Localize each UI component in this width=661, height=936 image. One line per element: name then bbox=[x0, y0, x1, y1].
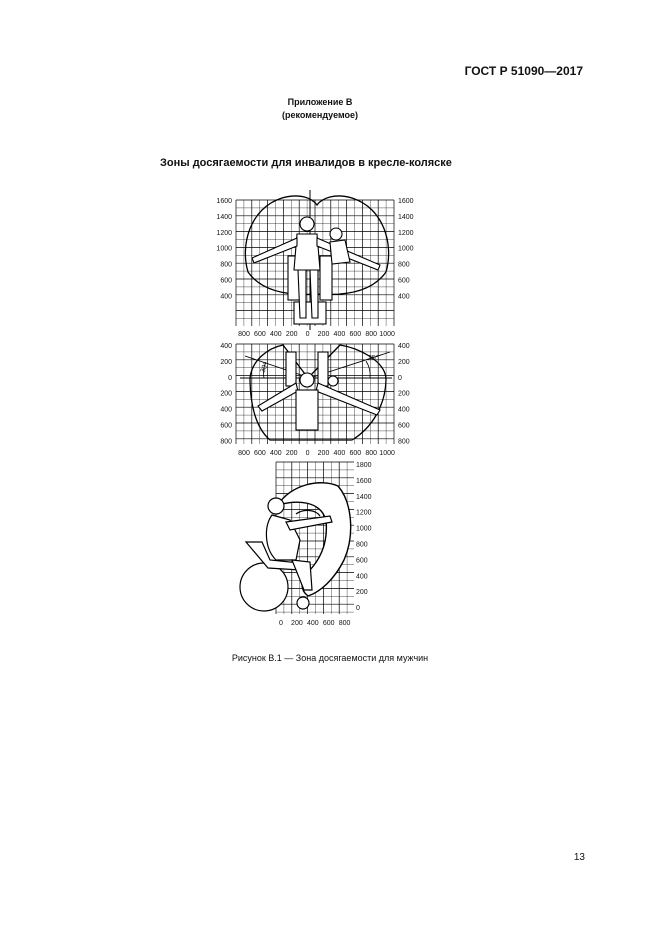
page-number: 13 bbox=[573, 852, 585, 863]
top-y-tick-right: 0 bbox=[398, 374, 402, 382]
top-x-tick: 800 bbox=[238, 450, 250, 457]
side-y-tick: 200 bbox=[356, 589, 368, 597]
top-x-tick: 400 bbox=[269, 450, 282, 457]
front-y-tick-right: 400 bbox=[398, 293, 410, 301]
front-view-panel bbox=[245, 190, 388, 330]
top-x-tick: 1000 bbox=[379, 450, 395, 457]
front-y-tick-left: 1400 bbox=[216, 213, 232, 221]
top-y-tick-left: 200 bbox=[220, 390, 232, 398]
side-y-tick: 600 bbox=[356, 557, 368, 565]
side-y-tick: 0 bbox=[356, 605, 360, 613]
top-x-tick: 600 bbox=[254, 450, 266, 457]
side-x-tick: 800 bbox=[338, 620, 351, 627]
top-y-tick-right: 400 bbox=[398, 343, 410, 350]
side-view-panel bbox=[240, 483, 351, 611]
wheelchair-figure bbox=[240, 498, 332, 611]
front-x-tick: 1000 bbox=[379, 331, 395, 338]
document-code: ГОСТ Р 51090—2017 bbox=[464, 64, 583, 78]
section-title: Зоны досягаемости для инвалидов в кресле-коляске bbox=[160, 157, 452, 169]
side-x-tick: 600 bbox=[322, 620, 335, 627]
front-y-tick-left: 1200 bbox=[216, 229, 232, 237]
top-x-tick: 600 bbox=[349, 450, 362, 457]
side-x-tick: 200 bbox=[291, 620, 303, 627]
top-y-tick-right: 800 bbox=[398, 438, 410, 446]
top-x-tick: 200 bbox=[317, 450, 330, 457]
front-y-tick-right: 1600 bbox=[398, 198, 414, 205]
top-y-tick-left: 400 bbox=[220, 406, 232, 414]
front-x-tick: 800 bbox=[365, 331, 378, 338]
front-x-tick: 800 bbox=[238, 331, 250, 338]
front-x-tick: 200 bbox=[317, 331, 330, 338]
side-y-tick: 1000 bbox=[356, 525, 372, 533]
front-y-tick-right: 1400 bbox=[398, 213, 414, 221]
top-y-tick-right: 200 bbox=[398, 358, 410, 366]
front-y-tick-right: 800 bbox=[398, 261, 410, 269]
front-x-tick: 200 bbox=[285, 331, 298, 338]
top-y-tick-left: 800 bbox=[220, 438, 232, 446]
front-x-tick: 400 bbox=[269, 331, 282, 338]
front-y-tick-left: 800 bbox=[220, 261, 232, 269]
top-x-tick: 0 bbox=[305, 450, 310, 457]
side-y-tick: 800 bbox=[356, 541, 368, 549]
top-y-tick-left: 600 bbox=[220, 422, 232, 430]
front-y-tick-left: 1600 bbox=[216, 198, 232, 205]
front-y-tick-left: 1000 bbox=[216, 245, 232, 253]
side-y-tick: 1400 bbox=[356, 493, 372, 501]
front-x-tick: 600 bbox=[349, 331, 362, 338]
top-y-tick-left: 0 bbox=[228, 374, 232, 382]
angle-label-right: 35° bbox=[368, 355, 379, 362]
top-y-tick-left: 200 bbox=[220, 358, 232, 366]
side-y-tick: 1200 bbox=[356, 509, 372, 517]
annex-subtitle: (рекомендуемое) bbox=[282, 110, 358, 120]
front-y-tick-right: 1200 bbox=[398, 229, 414, 237]
side-y-tick: 400 bbox=[356, 573, 368, 581]
top-y-tick-right: 200 bbox=[398, 390, 410, 398]
top-x-tick: 400 bbox=[333, 450, 346, 457]
top-x-tick: 800 bbox=[365, 450, 378, 457]
front-y-tick-right: 1000 bbox=[398, 245, 414, 253]
front-x-tick: 0 bbox=[305, 331, 310, 338]
top-x-tick: 200 bbox=[285, 450, 298, 457]
annex-title: Приложение В bbox=[287, 97, 353, 107]
top-y-tick-left: 400 bbox=[220, 343, 232, 350]
front-x-tick: 600 bbox=[254, 331, 266, 338]
top-y-tick-right: 400 bbox=[398, 406, 410, 414]
angle-label-left: 30° bbox=[259, 361, 270, 374]
side-x-tick: 400 bbox=[306, 620, 319, 627]
figure-caption: Рисунок В.1 — Зона досягаемости для мужчин bbox=[231, 653, 429, 663]
front-y-tick-left: 600 bbox=[220, 277, 232, 285]
top-y-tick-right: 600 bbox=[398, 422, 410, 430]
side-x-tick: 0 bbox=[279, 620, 283, 627]
side-y-tick: 1800 bbox=[356, 462, 372, 469]
side-y-tick: 1600 bbox=[356, 477, 372, 485]
front-y-tick-left: 400 bbox=[220, 293, 232, 301]
front-x-tick: 400 bbox=[333, 331, 346, 338]
front-figure-seated bbox=[252, 217, 380, 324]
top-view-panel bbox=[240, 345, 392, 440]
top-figure bbox=[258, 352, 380, 430]
front-y-tick-right: 600 bbox=[398, 277, 410, 285]
